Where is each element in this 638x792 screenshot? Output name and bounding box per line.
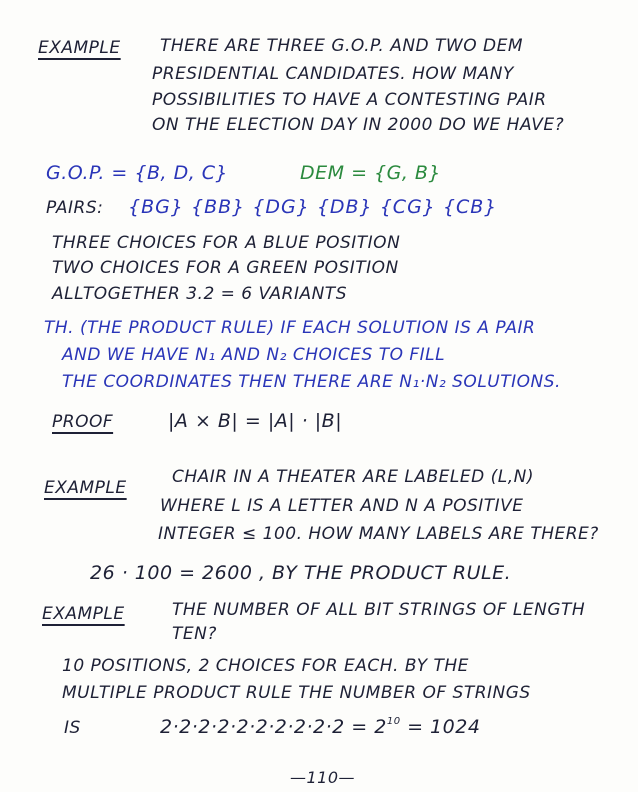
final-exponent: 10	[386, 716, 401, 727]
example-1-line-1: THERE ARE THREE G.O.P. AND TWO DEM	[160, 36, 524, 56]
example-3-body-2: MULTIPLE PRODUCT RULE THE NUMBER OF STRINGS	[62, 683, 531, 703]
theorem-line-3: THE COORDINATES THEN THERE ARE N₁·N₂ SOLUTIONS.	[62, 372, 561, 392]
example-2-label: EXAMPLE	[44, 478, 127, 498]
pairs-list: {BG} {BB} {DG} {DB} {CG} {CB}	[128, 196, 498, 218]
example-3-body-1: 10 POSITIONS, 2 CHOICES FOR EACH. BY THE	[62, 656, 469, 676]
proof-label: PROOF	[52, 412, 114, 432]
proof-formula: |A × B| = |A| · |B|	[168, 410, 343, 432]
example-1-line-2: PRESIDENTIAL CANDIDATES. HOW MANY	[152, 64, 514, 84]
example-2-line-1: CHAIR IN A THEATER ARE LABELED (L,N)	[172, 467, 534, 487]
example-3-final-equation	[160, 716, 480, 738]
example-2-answer: 26 · 100 = 2600 , BY THE PRODUCT RULE.	[90, 562, 512, 584]
choices-line-2: TWO CHOICES FOR A GREEN POSITION	[52, 258, 399, 278]
dem-set: DEM = {G, B}	[300, 162, 442, 184]
example-1-line-4: ON THE ELECTION DAY IN 2000 DO WE HAVE?	[152, 115, 565, 135]
choices-line-1: THREE CHOICES FOR A BLUE POSITION	[52, 233, 401, 253]
example-2-line-3: INTEGER ≤ 100. HOW MANY LABELS ARE THERE?	[158, 524, 599, 544]
theorem-line-2: AND WE HAVE N₁ AND N₂ CHOICES TO FILL	[62, 345, 446, 365]
final-result: = 1024	[400, 716, 481, 738]
example-2-line-2: WHERE L IS A LETTER AND N A POSITIVE	[160, 496, 524, 516]
theorem-line-1: TH. (THE PRODUCT RULE) IF EACH SOLUTION IS A PAIR	[44, 318, 536, 338]
gop-set: G.O.P. = {B, D, C}	[46, 162, 229, 184]
choices-line-3: ALLTOGETHER 3.2 = 6 VARIANTS	[52, 284, 347, 304]
pairs-label: PAIRS:	[46, 198, 104, 218]
example-3-final-prefix: IS	[64, 718, 81, 738]
example-3-label: EXAMPLE	[42, 604, 125, 624]
example-3-line-2: TEN?	[172, 624, 217, 644]
example-3-line-1: THE NUMBER OF ALL BIT STRINGS OF LENGTH	[172, 600, 586, 620]
example-1-label: EXAMPLE	[38, 38, 121, 58]
page-number: —110—	[290, 768, 356, 787]
example-1-line-3: POSSIBILITIES TO HAVE A CONTESTING PAIR	[152, 90, 547, 110]
final-expression: 2·2·2·2·2·2·2·2·2·2 = 2	[160, 716, 387, 738]
